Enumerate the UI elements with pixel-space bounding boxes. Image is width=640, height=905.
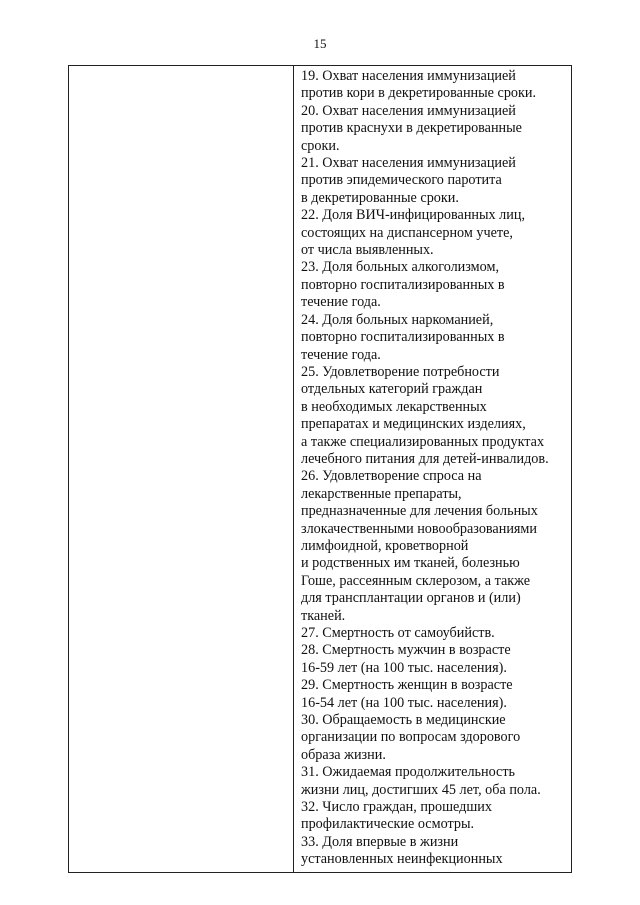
indicator-text-line: 16-59 лет (на 100 тыс. населения). bbox=[301, 659, 507, 676]
indicator-text-line: против кори в декретированные сроки. bbox=[301, 85, 537, 102]
indicator-text-line: 16-54 лет (на 100 тыс. населения). bbox=[301, 694, 507, 711]
indicator-text-line: 30. Обращаемость в медицинские bbox=[301, 712, 506, 729]
indicator-text-line: и родственных им тканей, болезнью bbox=[301, 555, 520, 572]
indicator-text-line: лечебного питания для детей-инвалидов. bbox=[301, 450, 549, 467]
indicator-text-line: 28. Смертность мужчин в возрасте bbox=[301, 642, 511, 659]
indicator-text-line: а также специализированных продуктах bbox=[301, 433, 545, 450]
indicator-text-line: 33. Доля впервые в жизни bbox=[301, 833, 459, 850]
indicator-text-line: повторно госпитализированных в bbox=[301, 329, 505, 346]
indicator-text-line: установленных неинфекционных bbox=[301, 851, 503, 868]
indicator-text-line: 31. Ожидаемая продолжительность bbox=[301, 764, 516, 781]
indicator-text-line: сроки. bbox=[301, 137, 340, 154]
indicator-text-line: течение года. bbox=[301, 346, 381, 363]
indicator-text-line: 22. Доля ВИЧ-инфицированных лиц, bbox=[301, 207, 525, 224]
indicator-text-line: 19. Охват населения иммунизацией bbox=[301, 68, 516, 84]
table-left-column bbox=[69, 66, 294, 872]
indicator-text-line: 23. Доля больных алкоголизмом, bbox=[301, 259, 499, 276]
indicator-text-line: 32. Число граждан, прошедших bbox=[301, 799, 492, 816]
indicator-text-line: Гоше, рассеянным склерозом, а также bbox=[301, 572, 531, 589]
indicator-text-line: в необходимых лекарственных bbox=[301, 398, 487, 415]
indicator-text-line: против эпидемического паротита bbox=[301, 172, 502, 189]
indicators-table bbox=[68, 65, 572, 873]
indicator-text-line: 21. Охват населения иммунизацией bbox=[301, 155, 516, 172]
indicator-text-line: профилактические осмотры. bbox=[301, 816, 475, 833]
table-right-column bbox=[294, 66, 571, 872]
indicator-text-line: образа жизни. bbox=[301, 746, 386, 763]
indicator-text-line: для трансплантации органов и (или) bbox=[301, 590, 521, 607]
indicator-text-line: против краснухи в декретированные bbox=[301, 120, 522, 137]
indicator-text-line: в декретированные сроки. bbox=[301, 189, 459, 206]
indicator-text-line: 29. Смертность женщин в возрасте bbox=[301, 677, 513, 694]
indicator-text-line: состоящих на диспансерном учете, bbox=[301, 224, 513, 241]
indicator-text-line: препаратах и медицинских изделиях, bbox=[301, 416, 526, 433]
indicator-text-line: 20. Охват населения иммунизацией bbox=[301, 102, 516, 119]
page-number: 15 bbox=[313, 36, 327, 51]
indicator-text-line: течение года. bbox=[301, 294, 381, 311]
indicator-text-line: жизни лиц, достигших 45 лет, оба пола. bbox=[301, 781, 541, 798]
indicator-text-line: 26. Удовлетворение спроса на bbox=[301, 468, 482, 485]
indicator-text-line: тканей. bbox=[301, 607, 346, 624]
indicator-text-line: повторно госпитализированных в bbox=[301, 276, 505, 293]
indicator-text-line: злокачественными новообразованиями bbox=[301, 520, 538, 537]
indicator-text-line: от числа выявленных. bbox=[301, 242, 434, 259]
indicator-text-line: 24. Доля больных наркоманией, bbox=[301, 311, 494, 328]
indicator-text-line: лекарственные препараты, bbox=[301, 485, 462, 502]
indicator-text-line: лимфоидной, кроветворной bbox=[301, 537, 469, 554]
indicator-text-line: 25. Удовлетворение потребности bbox=[301, 363, 500, 380]
indicator-text-line: отдельных категорий граждан bbox=[301, 381, 483, 398]
indicator-text-line: предназначенные для лечения больных bbox=[301, 503, 538, 520]
indicator-text-line: организации по вопросам здорового bbox=[301, 729, 521, 746]
indicator-text-line: 27. Смертность от самоубийств. bbox=[301, 625, 495, 641]
